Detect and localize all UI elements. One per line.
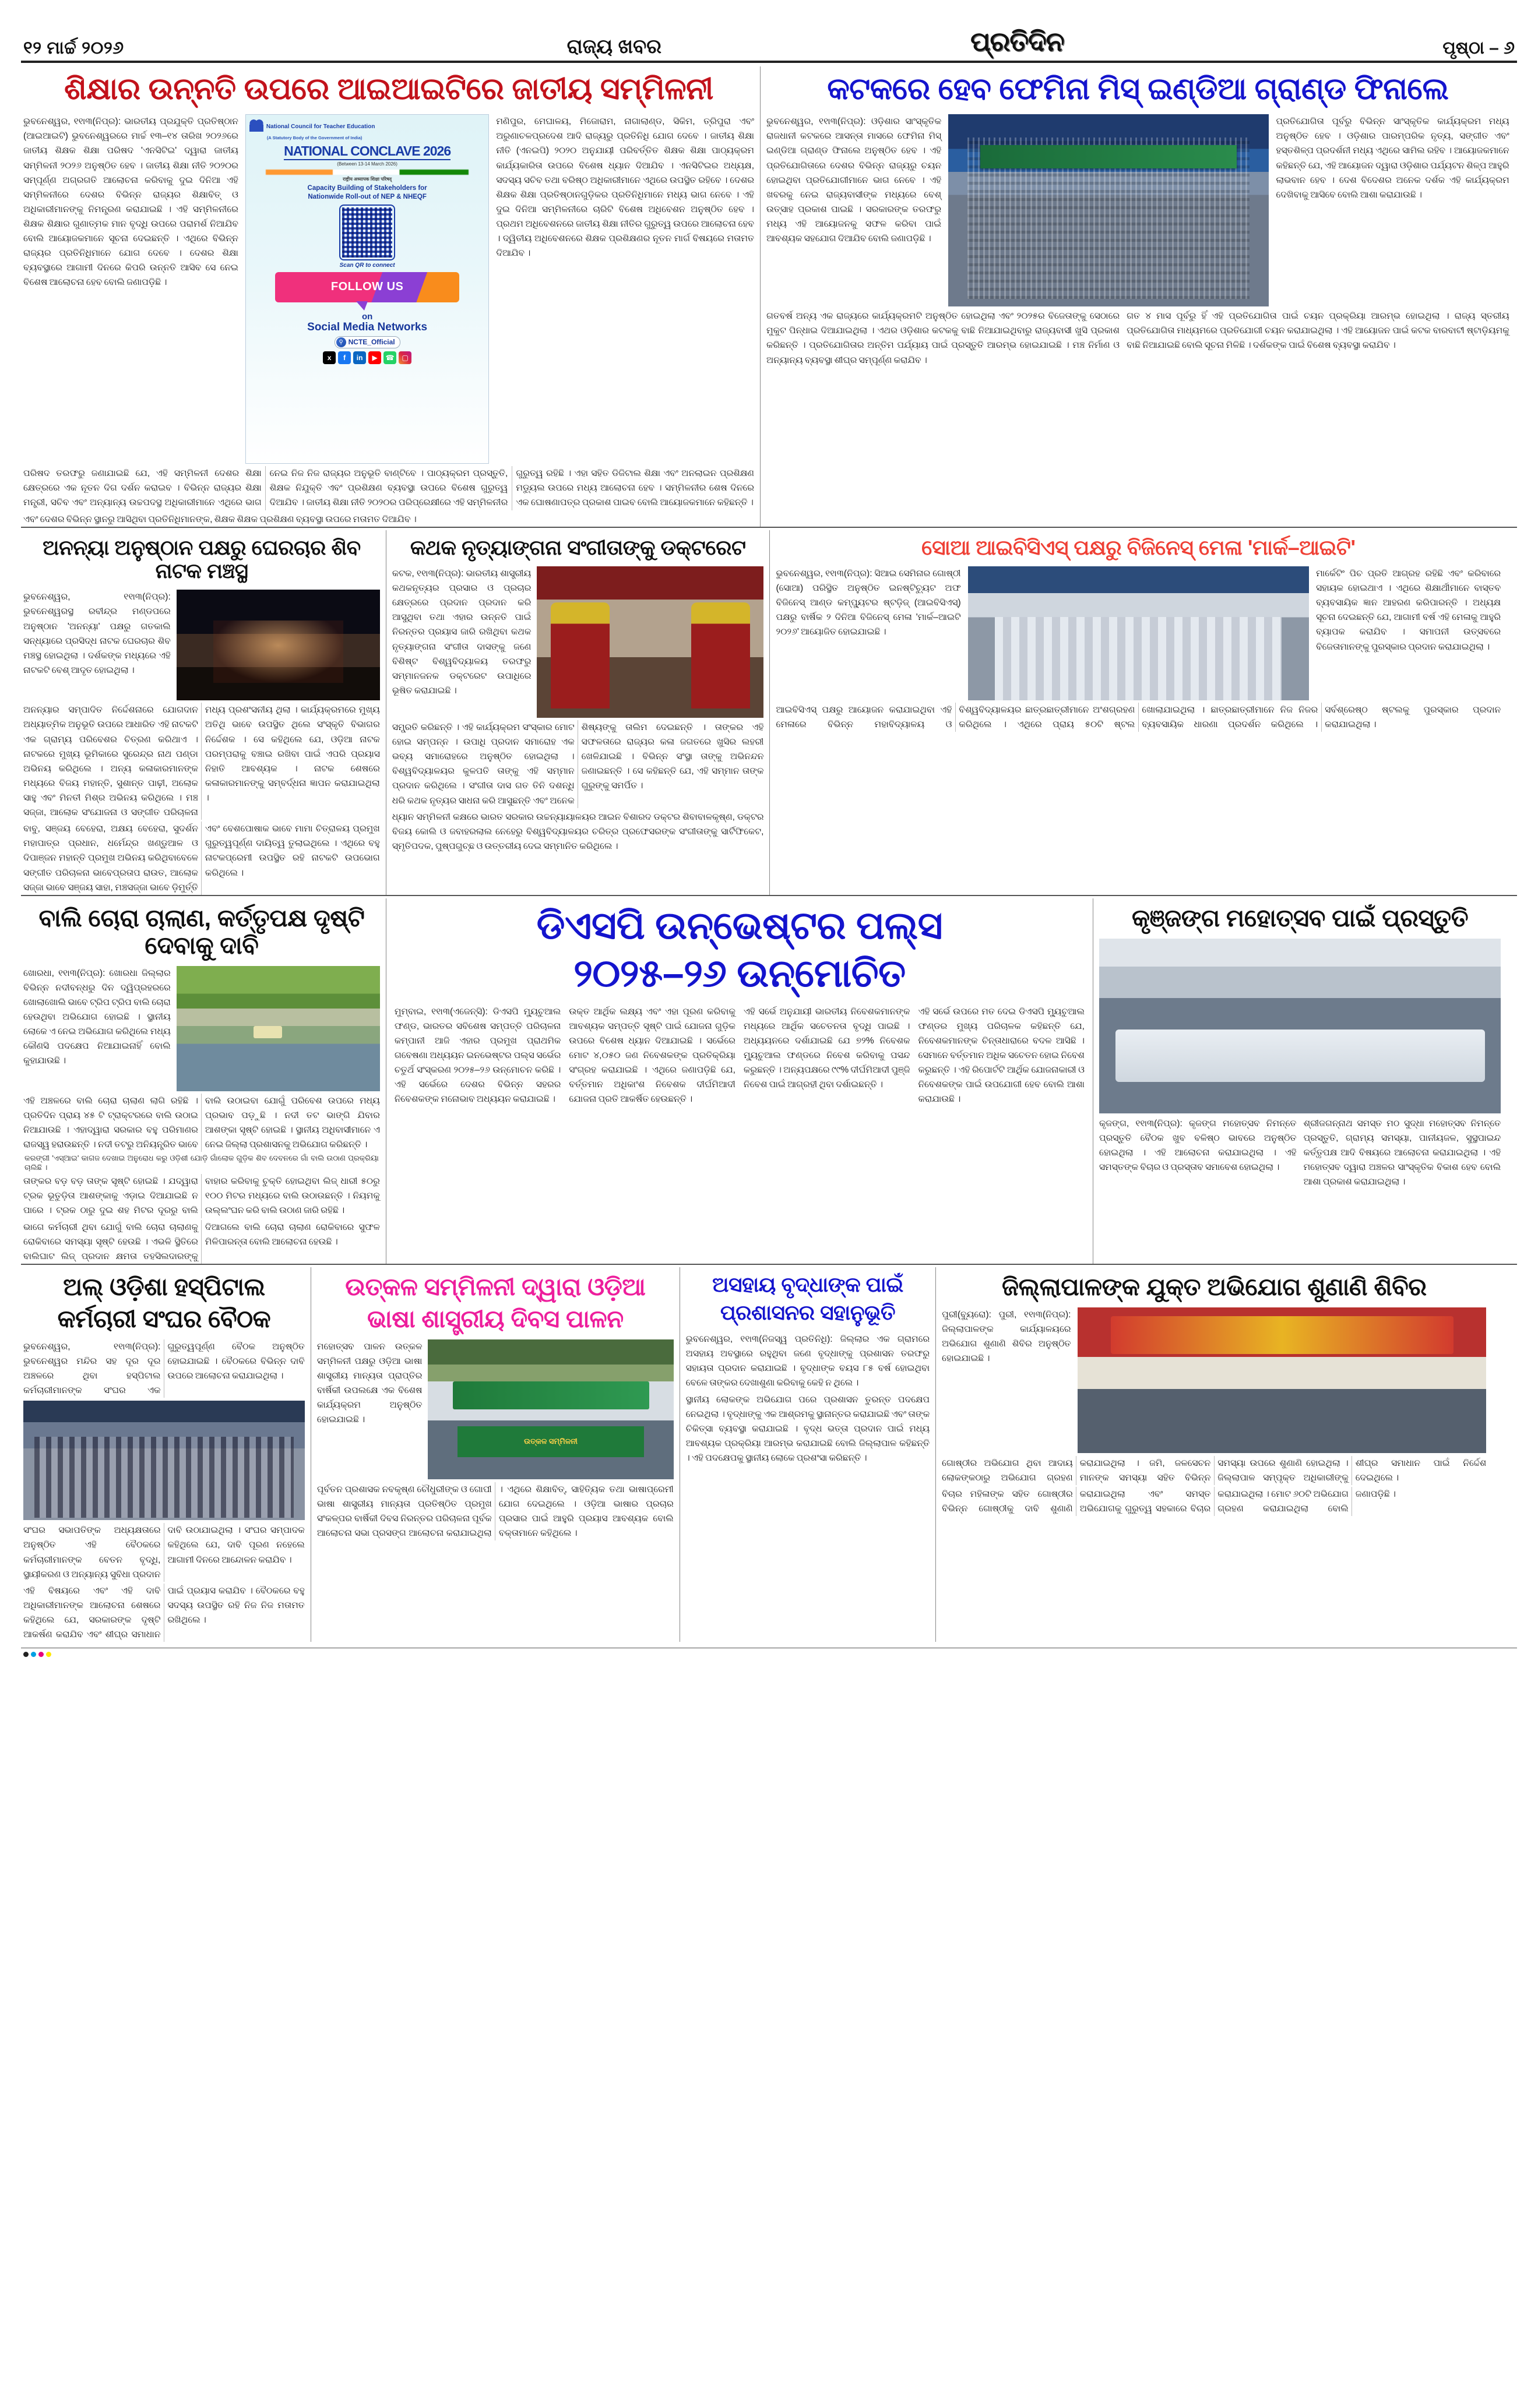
article-body: ଏହି ଅଞ୍ଚଳରେ ବାଲି ଚୋରା ଚାଲାଣ ଲାଗି ରହିଛି । ପ୍ରତିଦିନ ପ୍ରାୟ ୪୫ ଟି ଟ୍ରାକ୍ଟରରେ ବାଲି ଉଠାଇ ନିଆଯାଉଛି । ଏହାଦ୍ୱାରା ସରକାର ବହୁ ପରିମାଣର ରାଜସ୍ୱ ହରାଉଛନ୍ତି । ନଦୀ ତଟରୁ ଅନିୟନ୍ତ୍ରିତ ଭାବେ ବାଲି ଉଠାଇବା ଯୋଗୁଁ ପରିବେଶ ଉପରେ ମଧ୍ୟ ପ୍ରଭାବ ପଡ଼ୁଛି । ନଦୀ ତଟ ଭାଙ୍ଗି ଯିବାର ଆଶଙ୍କା ସୃଷ୍ଟି ହୋଇଛି । ସ୍ଥାନୀୟ ଅଧିବାସୀମାନେ ଏ ନେଇ ଜିଲ୍ଲା ପ୍ରଶାସନକୁ ଅଭିଯୋଗ କରିଛନ୍ତି । [23, 1095, 380, 1150]
group-photo-utkal [428, 1339, 673, 1479]
headline-utkal-line2: ଭାଷା ଶାସ୍ତ୍ରୀୟ ଦିବସ ପାଳନ [367, 1305, 624, 1332]
footer-dot-cyan [31, 1652, 36, 1657]
article-body: ସ୍ଥାନୀୟ ଲୋକଙ୍କ ଅଭିଯୋଗ ପରେ ପ୍ରଶାସନ ତୁରନ୍ତ ପଦକ୍ଷେପ ନେଇଥିଲା । ବୃଦ୍ଧାଙ୍କୁ ଏକ ଆଶ୍ରମକୁ ସ୍ଥାନାନ୍ତର କରାଯାଇଛି ଏବଂ ତାଙ୍କ ଚିକିତ୍ସା ବ୍ୟବସ୍ଥା କରାଯାଇଛି । ବୃଦ୍ଧ ଭତ୍ତା ପ୍ରଦାନ ପାଇଁ ମଧ୍ୟ ଆବଶ୍ୟକ ପ୍ରକ୍ରିୟା ଆରମ୍ଭ କରାଯାଇଛି ବୋଲି ଜିଲ୍ଲାପାଳ କହିଛନ୍ତି । ଏହି ପଦକ୍ଷେପକୁ ସ୍ଥାନୀୟ ଲୋକେ ପ୍ରଶଂସା କରିଛନ୍ତି । [685, 1394, 930, 1464]
headline-utkal-line1: ଉତ୍କଳ ସମ୍ମିଳନୀ ଦ୍ୱାରା ଓଡ଼ିଆ [345, 1272, 646, 1300]
headline-kujanga-festival: କୃଞ୍ଜଙ୍ଗ ମହୋତ୍ସବ ପାଇଁ ପ୍ରସ୍ତୁତି [1131, 904, 1469, 932]
article-footer-note: ଏବଂ ଦେଶର ବିଭିନ୍ନ ସ୍ଥାନରୁ ଆସିଥିବା ପ୍ରତିନିଧିମାନଙ୍କ, ଶିକ୍ଷକ ଶିକ୍ଷକ ପ୍ରଶିକ୍ଷଣ ବ୍ୟବସ୍ଥା ଉପରେ ମତାମତ ଦିଆଯିବ । [23, 514, 417, 524]
article-body-col3: ଏହି ସର୍ଭେ ଅନୁଯାୟୀ ଭାରତୀୟ ନିବେଶକମାନଙ୍କ ମଧ୍ୟରେ ଆର୍ଥିକ ସଚେତନତା ବୃଦ୍ଧି ପାଇଛି । ଅଧ୍ୟୟନରେ ଦର୍ଶାଯାଇଛି ଯେ ୭୨% ନିବେଶକ ମ୍ୟୁଚୁଆଲ ଫଣ୍ଡରେ ନିବେଶ କରିବାକୁ ପସନ୍ଦ କରୁଛନ୍ତି । ଅନ୍ୟପକ୍ଷରେ ୯୯% ଦୀର୍ଘମିଆଦୀ ପୁଞ୍ଜି ନିବେଶ ପାଇଁ ଆଗ୍ରହୀ ଥିବା ଦର୍ଶାଇଛନ୍ତି । [743, 1006, 910, 1090]
issue-date: ୧୨ ମାର୍ଚ୍ଚ ୨୦୨୬ [23, 38, 124, 58]
row-4 [17, 1267, 1521, 1642]
ncte-poster [245, 114, 489, 464]
article-lead: ଭୁବନେଶ୍ୱର, ୧୧ା୩(ନିପ୍ର): ସିଆଇ ସେମିନାର ଗୋଷ୍ଠୀ (ସୋଆ) ପରିସ୍ଥିତ ଅନୁଷ୍ଠିତ ଇନଷ୍ଟିଚ୍ୟୁଟ ଅଫ ବିଜିନେସ୍ ଆଣ୍ଡ କମ୍ପ୍ୟୁଟର ଷ୍ଟଡ଼ିଜ୍ (ଆଇବିସିଏସ୍) ପକ୍ଷରୁ ବାର୍ଷିକ ୨ ଦିନିଆ ବିଜିନେସ୍ ମେଳା 'ମାର୍କ–ଆଇଟି ୨୦୨୬' ଆୟୋଜିତ ହୋଇଯାଇଛି । [776, 568, 961, 637]
article-body-2: ତାଙ୍କର ବଡ଼ ବଡ଼ ତାଙ୍କ ସୃଷ୍ଟି ହୋଇଛି । ଯଦ୍ୱାରା ଟ୍ରକ ଭୂତୁଡ଼ିତା ଆଶଙ୍କାକୁ ଏଡ଼ାଇ ଦିଆଯାଇଛି ନ ପାରେ । ଟ୍ରକ ଠାରୁ ଦୁଇ ଶହ ମିଟର ଦୂରରୁ ବାଲି ବାହାର କରିବାକୁ ଚୁକ୍ତି ହୋଇଥିବା ଲିଜ୍ ଧାରୀ ୫୦ରୁ ୧୦୦ ମିଟର ମଧ୍ୟରେ ବାଲି ଉଠାଉଛନ୍ତି । ନିୟମକୁ ଉଲ୍ଲଂଘନ କରି ବାଲି ଉଠାଣ ଜାରି ରହିଛି । [23, 1176, 380, 1216]
youtube-icon[interactable]: ▶ [368, 351, 381, 364]
poster-subtitle: (Between 13-14 March 2026) [337, 161, 397, 167]
article-dsp-investor-pulse [386, 898, 1093, 1264]
row-1 [17, 66, 1521, 527]
article-soa-ibcs-markit [770, 530, 1507, 895]
poster-caption-line1: Capacity Building of Stakeholders for [307, 185, 427, 192]
article-body: ପୂର୍ବତନ ପ୍ରଶାସକ ନବକୃଷ୍ଣ ଚୌଧୁରୀଙ୍କ ଓ ଗୋପୀ ଭାଷା ଶାସ୍ତ୍ରୀୟ ମାନ୍ୟତା ପ୍ରତିଷ୍ଠିତ ପ୍ରମୁଖ ସଂକଳ୍ପର ବାର୍ଷିକୀ ଦିବସ ନିରନ୍ତର ପରିଚାଳନା ପୂର୍ବକ ଆଲୋଚନା ସଭା ପ୍ରସଙ୍ଗ ଆଲୋଚନା କରାଯାଇଥିଲା । ଏଥିରେ ଶିକ୍ଷାବିତ୍, ସାହିତ୍ୟିକ ତଥା ଭାଷାପ୍ରେମୀ ଯୋଗ ଦେଇଥିଲେ । ଓଡ଼ିଆ ଭାଷାର ପ୍ରଚାର ପ୍ରସାର ପାଇଁ ଆହୁରି ପ୍ରୟାସ ଆବଶ୍ୟକ ବୋଲି ବକ୍ତାମାନେ କହିଥିଲେ । [316, 1484, 674, 1539]
article-body-col3: ଗତବର୍ଷ ଅନ୍ୟ ଏକ ରାଜ୍ୟରେ କାର୍ଯ୍ୟକ୍ରମଟି ଅନୁଷ୍ଠିତ ହୋଇଥିଲା ଏବଂ ୨୦୨୫ର ବିଜେତାଙ୍କୁ ସେଠାରେ ମୁକୁଟ ପିନ୍ଧାଇ ଦିଆଯାଇଥିଲା । ଏଥର ଓଡ଼ିଶାର କଟକକୁ ବାଛି ନିଆଯାଇଥିବାରୁ ରାଜ୍ୟବାସୀ ଖୁସି ପ୍ରକାଶ କରିଛନ୍ତି । ପ୍ରତିଯୋଗିତାର ଅନ୍ତିମ ପର୍ଯ୍ୟାୟ ପାଇଁ ପ୍ରସ୍ତୁତି ଆରମ୍ଭ ହୋଇଯାଇଛି । ମଞ୍ଚ ନିର୍ମାଣ ଓ ଅନ୍ୟାନ୍ୟ ବ୍ୟବସ୍ଥା ଶୀଘ୍ର ସମ୍ପୂର୍ଣ୍ଣ କରାଯିବ । [766, 311, 1120, 365]
headline-hospital-union-line2: କର୍ମଚାରୀ ସଂଘର ବୈଠକ [57, 1305, 271, 1332]
article-body-col3: ପରିଷଦ ତରଫରୁ ଜଣାଯାଇଛି ଯେ, ଏହି ସମ୍ମିଳନୀ ଦେଶର ଶିକ୍ଷା କ୍ଷେତ୍ରରେ ଏକ ନୂତନ ଦିଗ ଦର୍ଶନ କରାଇବ । ବିଭିନ୍ନ ରାଜ୍ୟର ଶିକ୍ଷା ମନ୍ତ୍ରୀ, ସଚିବ ଏବଂ ଅନ୍ୟାନ୍ୟ ଉଚ୍ଚପଦସ୍ଥ ଅଧିକାରୀମାନେ ଏଥିରେ ଭାଗ ନେଇ ନିଜ ନିଜ ରାଜ୍ୟର ଅନୁଭୂତି ବାଣ୍ଟିବେ । ପାଠ୍ୟକ୍ରମ ପ୍ରସ୍ତୁତି, ଶିକ୍ଷକ ନିଯୁକ୍ତି ଏବଂ ପ୍ରଶିକ୍ଷଣ ବ୍ୟବସ୍ଥା ଉପରେ ବିଶେଷ ଗୁରୁତ୍ୱ ଦିଆଯିବ । ଜାତୀୟ ଶିକ୍ଷା ନୀତି ୨୦୨୦ର ପରିପ୍ରେକ୍ଷୀରେ ଏହି ସମ୍ମିଳନୀର ଗୁରୁତ୍ୱ ରହିଛି । ଏହା ସହିତ ଡିଜିଟାଲ ଶିକ୍ଷା ଏବଂ ଅନଲାଇନ ପ୍ରଶିକ୍ଷଣ ମଡ୍ୟୁଲ ଉପରେ ମଧ୍ୟ ଆଲୋଚନା ହେବ । ସମ୍ମିଳନୀର ଶେଷ ଦିନରେ ଏକ ଘୋଷଣାପତ୍ର ପ୍ରକାଶ ପାଇବ ବୋଲି ଆୟୋଜକମାନେ କହିଛନ୍ତି । [23, 468, 755, 508]
masthead [17, 10, 1521, 61]
search-icon: ⚲ [336, 337, 346, 347]
article-femina-miss-india [761, 66, 1515, 527]
article-body: ଆଇବିସିଏସ୍ ପକ୍ଷରୁ ଆୟୋଜନ କରାଯାଇଥିବା ଏହି ମେଳାରେ ବିଭିନ୍ନ ମହାବିଦ୍ୟାଳୟ ଓ ବିଶ୍ୱବିଦ୍ୟାଳୟର ଛାତ୍ରଛାତ୍ରୀମାନେ ଅଂଶଗ୍ରହଣ କରିଥିଲେ । ଏଥିରେ ପ୍ରାୟ ୫୦ଟି ଷ୍ଟଲ ଖୋଲାଯାଇଥିଲା । ଛାତ୍ରଛାତ୍ରୀମାନେ ନିଜ ନିଜର ବ୍ୟବସାୟିକ ଧାରଣା ପ୍ରଦର୍ଶନ କରିଥିଲେ । ସର୍ବଶ୍ରେଷ୍ଠ ଷ୍ଟଲକୁ ପୁରସ୍କାର ପ୍ରଦାନ କରାଯାଇଥିଲା । [776, 704, 1501, 730]
event-photo-auditorium [948, 114, 1269, 306]
award-ceremony-photo [968, 566, 1309, 700]
article-body-after: ଗତ ୪ ମାସ ପୂର୍ବରୁ ହିଁ ଏହି ପ୍ରତିଯୋଗିତା ପାଇଁ ଚୟନ ପ୍ରକ୍ରିୟା ଆରମ୍ଭ ହୋଇଥିଲା । ରାଜ୍ୟ ସ୍ତରୀୟ ପ୍ରତିଯୋଗିତା ମାଧ୍ୟମରେ ପ୍ରତିଯୋଗୀ ଚୟନ କରାଯାଇଥିଲା । ଏହି ଆୟୋଜନ ପାଇଁ କଟକ ବାରବାଟୀ ଷ୍ଟାଡ଼ିୟମକୁ ବାଛି ନିଆଯାଇଛି ବୋଲି ସୂଚନା ମିଳିଛି । ଦର୍ଶକଙ୍କ ପାଇଁ ବିଶେଷ ବ୍ୟବସ୍ଥା କରାଯିବ । [1127, 311, 1509, 351]
article-body: ସମ୍ପ୍ରତି କରିଛନ୍ତି । ଏହି କାର୍ଯ୍ୟକ୍ରମ ସଂସ୍କାର ମୋଟ ହୋଇ ସମ୍ପନ୍ନ । ଉପାଧି ପ୍ରଦାନ ସମାରୋହ ଏକ ଭବ୍ୟ ସମାରୋହରେ ଅନୁଷ୍ଠିତ ହୋଇଥିଲା । ବିଶ୍ୱବିଦ୍ୟାଳୟର କୁଳପତି ତାଙ୍କୁ ଏହି ସମ୍ମାନ ପ୍ରଦାନ କରିଥିଲେ । ସଂଗୀତା ଦାସ ଗତ ତିନି ଦଶନ୍ଧି ଧରି କଥକ ନୃତ୍ୟର ସାଧନା କରି ଆସୁଛନ୍ତି ଏବଂ ଅନେକ ଶିଷ୍ୟଙ୍କୁ ତାଲିମ ଦେଇଛନ୍ତି । ତାଙ୍କର ଏହି ସଫଳତାରେ ରାଜ୍ୟର କଳା ଜଗତରେ ଖୁସିର ଲହରୀ ଖେଳିଯାଇଛି । ବିଭିନ୍ନ ସଂସ୍ଥା ତାଙ୍କୁ ଅଭିନନ୍ଦନ ଜଣାଇଛନ୍ତି । ସେ କହିଛନ୍ତି ଯେ, ଏହି ସମ୍ମାନ ତାଙ୍କ ଗୁରୁଙ୍କୁ ସମର୍ପିତ । [392, 722, 764, 806]
article-lead: ପୁରୀ(ବ୍ୟୁରୋ): ପୁରୀ, ୧୧ା୩(ନିପ୍ର): ଜିଲ୍ଲାପାଳଙ୍କ କାର୍ଯ୍ୟାଳୟରେ ଅଭିଯୋଗ ଶୁଣାଣି ଶିବିର ଅନୁଷ୍ଠିତ ହୋଇଯାଇଛି । [942, 1309, 1071, 1364]
poster-org-name: National Council for Teacher Education [266, 124, 375, 131]
article-lead: କୃଜଙ୍ଗ, ୧୧ା୩(ନିପ୍ର): କୃଜଙ୍ଗ ମହୋତ୍ସବ ନିମନ୍ତେ ପ୍ରସ୍ତୁତି ବୈଠକ ଖୁବ ବଳିଷ୍ଠ ଭାବରେ ଅନୁଷ୍ଠିତ ହୋଇଥିଲା । ଏହି ଆଲୋଚନା କରାଯାଇଥିଲା । ଏହି ସମସ୍ତଙ୍କ ବିଚାର ଓ ପ୍ରସ୍ତାବ ସମାବେଶ ହୋଇଥିଲା । [1099, 1118, 1297, 1173]
footer-dot-black [23, 1652, 29, 1657]
social-icon-row [323, 351, 411, 364]
article-body-col1: ଭୁବନେଶ୍ୱର, ୧୧ା୩(ନିପ୍ର): ଓଡ଼ିଶାର ସାଂସ୍କୃତିକ ରାଜଧାନୀ କଟକରେ ଆସନ୍ତା ମାସରେ ଫେମିନା ମିସ୍ ଇଣ୍ଡିଆ ଗ୍ରାଣ୍ଡ ଫିନାଲେ ଅନୁଷ୍ଠିତ ହେବ । ଏହି ପ୍ରତିଯୋଗିତାରେ ଦେଶର ବିଭିନ୍ନ ରାଜ୍ୟରୁ ଚୟନ ହୋଇଥିବା ପ୍ରତିଯୋଗୀମାନେ ଭାଗ ନେବେ । ଏହି ଖବରକୁ ନେଇ ରାଜ୍ୟବାସୀଙ୍କ ମଧ୍ୟରେ ବେଶ୍ ଉତ୍ସାହ ପ୍ରକାଶ ପାଇଛି । ସରକାରଙ୍କ ତରଫରୁ ମଧ୍ୟ ଏହି ଆୟୋଜନକୁ ସଫଳ କରିବା ପାଇଁ ଆବଶ୍ୟକ ସହଯୋଗ ଦିଆଯିବ ବୋଲି ଜଣାପଡ଼ିଛି । [766, 117, 942, 244]
footer-marker [17, 1648, 1521, 1657]
article-body-col2: ଉକ୍ତ ଆର୍ଥିକ ଲକ୍ଷ୍ୟ ଏବଂ ଏହା ପୂରଣ କରିବାକୁ ଆବଶ୍ୟକ ସମ୍ପତ୍ତି ସୃଷ୍ଟି ପାଇଁ ଯୋଜନା ଗୁଡ଼ିକ ଉପରେ ବିଶେଷ ଧ୍ୟାନ ଦିଆଯାଇଛି । ସର୍ଭେରେ ମୋଟ ୪,୦୫୦ ଜଣ ନିବେଶକଙ୍କ ପ୍ରତିକ୍ରିୟା ସଂଗ୍ରହ କରାଯାଇଛି । ଏଥିରେ ଜଣାପଡ଼ିଛି ଯେ, ବର୍ତ୍ତମାନ ଅଧିକାଂଶ ନିବେଶକ ଦୀର୍ଘମିଆଦୀ ଯୋଜନା ପ୍ରତି ଆକର୍ଷିତ ହେଉଛନ୍ତି । [569, 1006, 735, 1105]
headline-grievance-camp: ଜିଲ୍ଲାପାଳଙ୍କ ଯୁକ୍ତ ଅଭିଯୋଗ ଶୁଣାଣି ଶିବିର [1001, 1272, 1427, 1300]
headline-elderly-line1: ଅସହାୟ ବୃଦ୍ଧାଙ୍କ ପାଇଁ [712, 1272, 903, 1296]
headline-elderly-line2: ପ୍ରଶାସନର ସହାନୁଭୂତି [720, 1300, 896, 1325]
footer-dot-yellow [46, 1652, 51, 1657]
follow-us-text: FOLLOW US [330, 280, 404, 294]
article-kujanga-festival [1093, 898, 1507, 1264]
article-lead: ଖୋରଧା, ୧୧ା୩(ନିପ୍ର): ଖୋରଧା ଜିଲ୍ଲାର ବିଭିନ୍ନ ନଦୀବନ୍ଧରୁ ଦିନ ଦ୍ୱିପ୍ରହରରେ ଖୋଲାଖୋଲି ଭାବେ ଟ୍ରିପ ଟ୍ରିପ ବାଲି ଚୋରା ହେଉଥିବା ଅଭିଯୋଗ ହୋଇଛି । ସ୍ଥାନୀୟ ଲୋକେ ଏ ନେଇ ଅଭିଯୋଗ କରିଥିଲେ ମଧ୍ୟ କୌଣସି ପଦକ୍ଷେପ ନିଆଯାଇନାହିଁ ବୋଲି କୁହାଯାଉଛି । [23, 968, 171, 1066]
article-body-col2: ମଣିପୁର, ମେଘାଳୟ, ମିଜୋରାମ, ନାଗାଲାଣ୍ଡ, ସିକିମ, ତ୍ରିପୁରା ଏବଂ ଅରୁଣାଚଳପ୍ରଦେଶ ଆଦି ରାଜ୍ୟରୁ ପ୍ରତିନିଧି ଯୋଗ ଦେବେ । ଜାତୀୟ ଶିକ୍ଷା ନୀତି (ଏନଇପି) ୨୦୨୦ ଅନୁଯାୟୀ ପରିବର୍ତ୍ତିତ ଶିକ୍ଷକ ଶିକ୍ଷା ପାଠ୍ୟକ୍ରମ କାର୍ଯ୍ୟକାରିତା ଉପରେ ବିଶେଷ ଧ୍ୟାନ ଦିଆଯିବ । ଏନସିଟିଇର ଅଧ୍ୟକ୍ଷ, ସଦସ୍ୟ ସଚିବ ତଥା ବରିଷ୍ଠ ଅଧିକାରୀମାନେ ଏଥିରେ ଉପସ୍ଥିତ ରହିବେ । ଦେଶର ଶିକ୍ଷକ ଶିକ୍ଷା ପ୍ରତିଷ୍ଠାନଗୁଡ଼ିକର ପ୍ରତିନିଧିମାନେ ମଧ୍ୟ ଭାଗ ନେବେ । ଏହି ଦୁଇ ଦିନିଆ ସମ୍ମିଳନୀରେ ଚାରିଟି ବିଶେଷ ଅଧିବେଶନ ଅନୁଷ୍ଠିତ ହେବ । ପ୍ରଥମ ଅଧିବେଶନରେ ଜାତୀୟ ଶିକ୍ଷା ନୀତିର ଗୁରୁତ୍ୱ ଉପରେ ଆଲୋଚନା ହେବ । ଦ୍ୱିତୀୟ ଅଧିବେଶନରେ ଶିକ୍ଷକ ପ୍ରଶିକ୍ଷଣର ନୂତନ ମାର୍ଗ ବିଷୟରେ ମତାମତ ଦିଆଯିବ । [496, 117, 755, 259]
poster-org-subtitle: (A Statutory Body of the Government of India) [266, 135, 362, 141]
article-body-col2: ପ୍ରତିଯୋଗିତା ପୂର୍ବରୁ ବିଭିନ୍ନ ସାଂସ୍କୃତିକ କାର୍ଯ୍ୟକ୍ରମ ମଧ୍ୟ ଅନୁଷ୍ଠିତ ହେବ । ଓଡ଼ିଶାର ପାରମ୍ପରିକ ନୃତ୍ୟ, ସଙ୍ଗୀତ ଏବଂ ହସ୍ତଶିଳ୍ପ ପ୍ରଦର୍ଶନୀ ମଧ୍ୟ ଏଥିରେ ସାମିଲ ରହିବ । ଆୟୋଜକମାନେ କହିଛନ୍ତି ଯେ, ଏହି ଆୟୋଜନ ଦ୍ୱାରା ଓଡ଼ିଶାର ପର୍ଯ୍ୟଟନ ଶିଳ୍ପ ଆହୁରି ଲାଭବାନ ହେବ । ଦେଶ ବିଦେଶର ଅନେକ ଦର୍ଶକ ଏହି କାର୍ଯ୍ୟକ୍ରମ ଦେଖିବାକୁ ଆସିବେ ବୋଲି ଆଶା କରାଯାଉଛି । [1276, 117, 1509, 200]
article-body-2: ବାବୁ, ସଞ୍ଜୟ ବେହେରା, ଅକ୍ଷୟ ବେହେରା, ସୁଦର୍ଶନ ମହାପାତ୍ର ପ୍ରଧାନ, ଧର୍ମେନ୍ଦ୍ର ଖଣ୍ଡୁଆଳ ଓ ଦିପାଞ୍ଜନ ମହାନ୍ତି ପ୍ରମୁଖ ଅଭିନୟ କରିଥିବାବେଳେ ସଙ୍ଗୀତ ପରିଚାଳନା ଭାବେପ୍ରତାପ ରାଉତ, ଆଲୋକ ସଜ୍ଜା ଭାବେ ସଞ୍ଜୟ ସାହା, ମଞ୍ଚସଜ୍ଜା ଭାବେ ଡ଼ିମୁର୍ତ୍ତି ଏବଂ ବେଶପୋଷାକ ଭାବେ ମାମା ଚିତ୍ରାଳୟ ପ୍ରମୁଖ ଗୁରୁତ୍ୱପୂର୍ଣ୍ଣ ଦାୟିତ୍ୱ ତୁଲାଇଥିଲେ । ଏଥିରେ ବହୁ ନାଟକପ୍ରେମୀ ଉପସ୍ଥିତ ରହି ନାଟକଟି ଉପଭୋଗ କରିଥିଲେ । [23, 824, 380, 893]
tricolor-band-icon [266, 170, 469, 175]
article-body: ଅନନ୍ୟାର ସମ୍ପାଦିତ ନିର୍ଦ୍ଦେଶନାରେ ଯୋଗଦାନ ଅଧ୍ୟାତ୍ମିକ ଅନୁଭୂତି ଉପରେ ଆଧାରିତ ଏହି ନାଟକଟି ଏକ ଗ୍ରାମ୍ୟ ପରିବେଶର ଚିତ୍ରଣ କରିଥାଏ । ନାଟକରେ ମୁଖ୍ୟ ଭୂମିକାରେ ସୁରେନ୍ଦ୍ର ନାଥ ପଣ୍ଡା ଅଭିନୟ କରିଥିଲେ । ଅନ୍ୟ କଳାକାରମାନଙ୍କ ମଧ୍ୟରେ ବିଜୟ ମହାନ୍ତି, ସୁଶାନ୍ତ ପାଢ଼ୀ, ଅଲୋକ ସାହୁ ଏବଂ ମିନତୀ ମିଶ୍ର ଅଭିନୟ କରିଥିଲେ । ମଞ୍ଚ ସଜ୍ଜା, ଆଲୋକ ସଂଯୋଜନା ଓ ସଙ୍ଗୀତ ପରିଚାଳନା ମଧ୍ୟ ପ୍ରଶଂସନୀୟ ଥିଲା । କାର୍ଯ୍ୟକ୍ରମରେ ମୁଖ୍ୟ ଅତିଥି ଭାବେ ଉପସ୍ଥିତ ଥିଲେ ସଂସ୍କୃତି ବିଭାଗର ନିର୍ଦ୍ଦେଶକ । ସେ କହିଥିଲେ ଯେ, ଓଡ଼ିଆ ନାଟକ ପରମ୍ପରାକୁ ବଞ୍ଚାଇ ରଖିବା ପାଇଁ ଏପରି ପ୍ରୟାସ ନିହାତି ଆବଶ୍ୟକ । ନାଟକ ଶେଷରେ କଳାକାରମାନଙ୍କୁ ସମ୍ବର୍ଦ୍ଧନା ଜ୍ଞାପନ କରାଯାଇଥିଲା । [23, 705, 380, 818]
article-lead: କଟକ, ୧୧ା୩(ନିପ୍ର): ଭାରତୀୟ ଶାସ୍ତ୍ରୀୟ କଥକନୃତ୍ୟର ପ୍ରସାର ଓ ପ୍ରଚାର କ୍ଷେତ୍ରରେ ପ୍ରଦାନ ପ୍ରଦାନ କରି ଆସୁଥିବା ତଥା ଏହାର ଉନ୍ନତି ପାଇଁ ନିରନ୍ତର ପ୍ରୟାସ ଜାରି ରଖିଥିବା କଥକ ନୃତ୍ୟାଙ୍ଗନା ସଂଗୀତା ଦାସଙ୍କୁ ଜଣେ ବିଶିଷ୍ଟ ବିଶ୍ୱବିଦ୍ୟାଳୟ ତରଫରୁ ସମ୍ମାନଜନକ ଡକ୍ଟରେଟ ଉପାଧିରେ ଭୂଷିତ କରାଯାଇଛି । [392, 568, 532, 696]
whatsapp-icon[interactable]: ☎ [383, 351, 396, 364]
headline-kathak-doctorate: କଥକ ନୃତ୍ୟାଙ୍ଗନା ସଂଗୀତାଙ୍କୁ ଡକ୍ଟରେଟ [410, 535, 746, 559]
article-kathak-doctorate [386, 530, 770, 895]
social-handle-field[interactable] [335, 336, 400, 348]
follow-us-bubble [275, 272, 459, 302]
headline-femina-miss-india: କଟକରେ ହେବ ଫେମିନା ମିସ୍ ଇଣ୍ଡିଆ ଗ୍ରାଣ୍ଡ ଫିନାଲେ [827, 72, 1449, 106]
qr-code-icon[interactable] [342, 207, 392, 258]
follow-on-text: on [361, 311, 373, 322]
article-body-3: ଭାଗେ କର୍ମଚାରୀ ଥିବା ଯୋଗୁଁ ବାଲି ଚୋରା ଚାଲାଣକୁ ରୋକିବାରେ ସମସ୍ୟା ସୃଷ୍ଟି ହେଉଛି । ଏଭଳି ସ୍ଥିତିରେ ବାଲିଘାଟ ଲିଜ୍ ପ୍ରଦାନ କ୍ଷମତା ତହସିଲଦାରଙ୍କୁ ଦିଆଗଲେ ବାଲି ଚୋରା ଚାଲାଣ ରୋକିବାରେ ସୁଫଳ ମିଳିପାରନ୍ତା ବୋଲି ଆଲୋଚନା ହେଉଛି । [23, 1222, 380, 1261]
follow-network-text: Social Media Networks [307, 320, 428, 333]
article-ananya-drama [17, 530, 386, 895]
row-separator-1 [21, 527, 1517, 528]
x-icon[interactable]: x [323, 351, 336, 364]
article-body-2: ବିଚାର ମହିଳାଙ୍କ ସହିତ ଗୋଷ୍ଠୀର ବିଭିନ୍ନ ଗୋଷ୍ଠୀକୁ ଦାବି ଶୁଣାଣି କରାଯାଇଥିଲା ଏବଂ ସମସ୍ତ ଅଭିଯୋଗକୁ ଗୁରୁତ୍ୱ ସହକାରେ ବିଚାର କରାଯାଇଥିଲା । ମୋଟ ୬୦ଟି ଅଭିଯୋଗ ଗ୍ରହଣ କରାଯାଇଥିଲା ବୋଲି ଜଣାପଡ଼ିଛି । [942, 1489, 1396, 1514]
section-title: ରାଜ୍ୟ ଖବର [566, 36, 661, 58]
article-lead: ଭୁବନେଶ୍ୱର, ୧୧ା୩(ନିପ୍ର): ଭୁବନେଶ୍ୱରସ୍ଥ ରବୀନ୍ଦ୍ର ମଣ୍ଡପରେ ଅନୁଷ୍ଠାନ 'ଅନନ୍ୟା' ପକ୍ଷରୁ ଗତକାଲି ସନ୍ଧ୍ୟାରେ ପ୍ରସିଦ୍ଧ ନାଟକ ଘେରଚାର ଶିବ ମଞ୍ଚସ୍ଥ ହୋଇଥିଲା । ଦର୍ଶକଙ୍କ ମଧ୍ୟରେ ଏହି ନାଟକଟି ବେଶ୍ ଆଦୃତ ହୋଇଥିଲା । [23, 592, 171, 675]
footer-dot-magenta [38, 1652, 44, 1657]
row-separator-3 [21, 1264, 1517, 1265]
ncte-emblem-icon [249, 118, 263, 136]
qr-code-frame[interactable] [339, 205, 395, 260]
article-body: ଶ୍ରୀଜଗନ୍ନାଥ ସମସ୍ତ ମଠ ସୁଦ୍ଧା ମହୋତ୍ସବ ନିମନ୍ତେ ପ୍ରସ୍ତୁତି, ଗ୍ରାମ୍ୟ ସମସ୍ୟା, ପାନୀୟଜଳ, ସୁସ୍ଥପାଇନ୍ଦ କର୍ତ୍ତୃପକ୍ଷ ଆଦି ବିଷୟରେ ଆଲୋଚନା କରାଯାଇଥିଲା । ଏହି ମହୋତ୍ସବ ଦ୍ୱାରା ଅଞ୍ଚଳର ସାଂସ୍କୃତିକ ବିକାଶ ହେବ ବୋଲି ଆଶା ପ୍ରକାଶ କରାଯାଇଥିଲା । [1303, 1118, 1501, 1187]
banner-text: ଉତ୍କଳ ସମ୍ମିଳନୀ [457, 1426, 644, 1457]
article-utkal-sammilani [311, 1267, 680, 1642]
poster-header [249, 118, 485, 136]
river-sand-photo [177, 966, 380, 1091]
facebook-icon[interactable]: f [338, 351, 351, 364]
article-hospital-union [17, 1267, 311, 1642]
convocation-photo [537, 566, 763, 718]
instagram-icon[interactable]: ▢ [399, 351, 411, 364]
qr-label: Scan QR to connect [339, 262, 395, 269]
headline-ncte-conclave: ଶିକ୍ଷାର ଉନ୍ନତି ଉପରେ ଆଇଆଇଟିରେ ଜାତୀୟ ସମ୍ମିଳନୀ [64, 72, 713, 106]
row-3 [17, 898, 1521, 1264]
grievance-camp-photo [1078, 1307, 1486, 1453]
article-lead: ଭୁବନେଶ୍ୱର, ୧୧ା୩(ନିପ୍ର): ଭୁବନେଶ୍ୱର ମନ୍ଦିର ସହ ଦୂର ଦୂର ଅଞ୍ଚଳରେ ଥିବା ହସ୍ପିଟାଲ କର୍ମଚାରୀମାନଙ୍କ ସଂଘର ଏକ ଗୁରୁତ୍ୱପୂର୍ଣ୍ଣ ବୈଠକ ଅନୁଷ୍ଠିତ ହୋଇଯାଇଛି । ବୈଠକରେ ବିଭିନ୍ନ ଦାବି ଉପରେ ଆଲୋଚନା କରାଯାଇଥିଲା । [23, 1341, 305, 1396]
article-body-2: ଏହି ବିଷୟରେ ଏବଂ ଏହି ଦାବି ଅଧିକାରୀମାନଙ୍କ ଆଲୋଚନା ଶେଷରେ କହିଥିଲେ ଯେ, ସରକାରଙ୍କ ଦୃଷ୍ଟି ଆକର୍ଷଣ କରାଯିବ ଏବଂ ଶୀଘ୍ର ସମାଧାନ ପାଇଁ ପ୍ରୟାସ କରାଯିବ । ବୈଠକରେ ବହୁ ସଦସ୍ୟ ଉପସ୍ଥିତ ରହି ନିଜ ନିଜ ମତାମତ ରଖିଥିଲେ । [23, 1585, 305, 1640]
drama-stage-photo [177, 590, 380, 700]
newspaper-logo: ପ୍ରତିଦିନ [970, 26, 1064, 57]
article-body-mid: ଧ୍ୟାନ ସମ୍ମିଳନୀ କକ୍ଷରେ ଭାରତ ସରକାର ଉଚ୍ଚନ୍ୟାୟାଳୟର ଆଇନ ବିଶାରଦ ଡକ୍ଟର ଶିବାବାଳକୃଷ୍ଣ, ଡକ୍ଟର ବିଜୟ କୋଲି ଓ ଜବାହରଲାଲ ନେହେରୁ ବିଶ୍ୱବିଦ୍ୟାଳୟର ଚରିତ୍ର ପ୍ରଫେସରଙ୍କ ସଂଗୀତାଙ୍କୁ ସାର୍ଟିଫିକେଟ, ସ୍ମୃତିପଦକ, ପୁଷ୍ପଗୁଚ୍ଛ ଓ ଉତ୍ତରୀୟ ଦେଇ ସମ୍ମାନିତ କରିଥିଲେ । [392, 812, 764, 851]
article-body: ସଂଘର ସଭାପତିଙ୍କ ଅଧ୍ୟକ୍ଷତାରେ ଅନୁଷ୍ଠିତ ଏହି ବୈଠକରେ କର୍ମଚାରୀମାନଙ୍କ ବେତନ ବୃଦ୍ଧି, ସ୍ଥାୟୀକରଣ ଓ ଅନ୍ୟାନ୍ୟ ସୁବିଧା ପ୍ରଦାନ ଦାବି ଉଠାଯାଇଥିଲା । ସଂଘର ସମ୍ପାଦକ କହିଥିଲେ ଯେ, ଦାବି ପୂରଣ ନହେଲେ ଆଗାମୀ ଦିନରେ ଆନ୍ଦୋଳନ କରାଯିବ । [23, 1525, 305, 1580]
poster-caption-line2: Nationwide Roll-out of NEP & NHEQF [308, 193, 427, 200]
headline-hospital-union-line1: ଅଲ୍ ଓଡ଼ିଶା ହସ୍ପିଟାଲ [63, 1272, 265, 1300]
headline-soa-ibcs-markit: ସୋଆ ଆଇବିସିଏସ୍ ପକ୍ଷରୁ ବିଜିନେସ୍ ମେଳା 'ମାର୍କ–ଆଇଟି' [921, 535, 1356, 559]
article-lead: ମହୋତ୍ସବ ପାଳନ ଉତ୍କଳ ସମ୍ମିଳନୀ ପକ୍ଷରୁ ଓଡ଼ିଆ ଭାଷା ଶାସ୍ତ୍ରୀୟ ମାନ୍ୟତା ପ୍ରାପ୍ତିର ବାର୍ଷିକୀ ଉପଲକ୍ଷେ ଏକ ବିଶେଷ କାର୍ଯ୍ୟକ୍ରମ ଅନୁଷ୍ଠିତ ହୋଇଯାଇଛି । [316, 1341, 423, 1425]
article-body: ଗୋଷ୍ଠୀର ଅଭିଯୋଗ ଥିବା ଆଦାୟ ଲୋକଙ୍କଠାରୁ ଅଭିଯୋଗ ଗ୍ରହଣ କରାଯାଇଥିଲା । ଜମି, ଜଳସେଚନ ମାନଙ୍କ ସମସ୍ୟା ସହିତ ବିଭିନ୍ନ ସମସ୍ୟା ଉପରେ ଶୁଣାଣି ହୋଇଥିଲା । ଜିଲ୍ଲାପାଳ ସମ୍ପୃକ୍ତ ଅଧିକାରୀଙ୍କୁ ଶୀଘ୍ର ସମାଧାନ ପାଇଁ ନିର୍ଦ୍ଦେଶ ଦେଇଥିଲେ । [942, 1458, 1487, 1483]
union-meeting-photo [23, 1401, 305, 1520]
article-lead: ଭୁବନେଶ୍ୱର, ୧୧ା୩(ନିଜସ୍ୱ ପ୍ରତିନିଧି): ଜିଲ୍ଲାର ଏକ ଗ୍ରାମରେ ଅସହାୟ ଅବସ୍ଥାରେ ରହୁଥିବା ଜଣେ ବୃଦ୍ଧାଙ୍କୁ ପ୍ରଶାସନ ତରଫରୁ ସହାୟତା ପ୍ରଦାନ କରାଯାଇଛି । ବୃଦ୍ଧାଙ୍କ ବୟସ ୮୫ ବର୍ଷ ହୋଇଥିବା ବେଳେ ତାଙ୍କର ଦେଖାଶୁଣା କରିବାକୁ କେହି ନ ଥିଲେ । [685, 1334, 930, 1388]
masthead-rule [21, 61, 1517, 63]
headline-ananya-drama: ଅନନ୍ୟା ଅନୁଷ୍ଠାନ ପକ୍ଷରୁ ଘେରଚାର ଶିବ ନାଟକ ମଞ୍ଚସ୍ଥ [43, 535, 361, 583]
linkedin-icon[interactable]: in [353, 351, 366, 364]
headline-dsp-line1: ଡିଏସପି ଉନ୍‌ଭେଷ୍ଟର ପଲ୍‌ସ [536, 903, 943, 947]
headline-dsp-line2: ୨୦୨୫–୨୬ ଉନ୍‌ମୋଚିତ [573, 951, 906, 995]
social-handle-text: NCTE_Official [348, 338, 395, 347]
headline-sand-smuggling: ବାଲି ଚୋରା ଚାଲାଣ, କର୍ତ୍ତୃପକ୍ଷ ଦୃଷ୍ଟି ଦେବାକୁ ଦାବି [38, 904, 365, 959]
article-sand-smuggling [17, 898, 386, 1264]
photo-caption: କରଙ୍ଗୀ 'ଏସ୍‌ଆଇ' କାଗଜ ଦେଖାଇ ଅନୁରୋଧ କରୁ ଓଡ଼ିଶୀ ଯୋଡ଼ି ଗାଁଲୋକ ଗୁଡ଼ିକ ଶିବ ଦେବନରେ ଗାଁ ବାଲି ଉଠାଣ ପ୍ରକ୍ରିୟା ଚାଲିଛି । [24, 1154, 379, 1172]
article-body-2: ମାର୍କେଟିଂ ପିଚ ପ୍ରତି ଆଗ୍ରହ ରହିଛି ଏବଂ କରିବାରେ ସହାୟକ ହୋଇଥାଏ । ଏଥିରେ ଶିକ୍ଷାର୍ଥୀମାନେ ବାସ୍ତବ ବ୍ୟବସାୟିକ ଜ୍ଞାନ ଆହରଣ କରିପାରନ୍ତି । ଅଧ୍ୟକ୍ଷ ସୂଚନା ଦେଇଛନ୍ତି ଯେ, ଆଗାମୀ ବର୍ଷ ଏହି ମେଳାକୁ ଆହୁରି ବ୍ୟାପକ କରାଯିବ । ସମାପନୀ ଉତ୍ସବରେ ବିଜେତାମାନଙ୍କୁ ପୁରସ୍କାର ପ୍ରଦାନ କରାଯାଇଥିଲା । [1316, 568, 1501, 652]
poster-hindi-line: राष्ट्रीय अध्यापक शिक्षा परिषद् [343, 177, 392, 182]
row-separator-2 [21, 895, 1517, 896]
page-number: ପୃଷ୍ଠା – ୬ [1442, 38, 1515, 58]
article-body-col4: ଏହି ସର୍ଭେ ଉପରେ ମତ ଦେଇ ଡିଏସପି ମ୍ୟୁଚୁଆଲ ଫଣ୍ଡର ମୁଖ୍ୟ ପରିଚାଳକ କହିଛନ୍ତି ଯେ, ନିବେଶକମାନଙ୍କ ଚିନ୍ତାଧାରାରେ ବଦଳ ଆସିଛି । ସେମାନେ ବର୍ତ୍ତମାନ ଅଧିକ ସଚେତନ ହୋଇ ନିବେଶ କରୁଛନ୍ତି । ଏହି ରିପୋର୍ଟଟି ଆର୍ଥିକ ଯୋଜନାକାରୀ ଓ ନିବେଶକଙ୍କ ପାଇଁ ଉପଯୋଗୀ ହେବ ବୋଲି ଆଶା କରାଯାଉଛି । [918, 1006, 1085, 1105]
row-2 [17, 530, 1521, 895]
meeting-photo [1099, 939, 1501, 1113]
article-grievance-camp [936, 1267, 1492, 1642]
article-body-col1: ମୁମ୍ବାଇ, ୧୧ା୩(ଏଜେନ୍ସି): ଡିଏସପି ମ୍ୟୁଚୁଆଲ ଫଣ୍ଡ, ଭାରତର ସବିଶେଷ ସମ୍ପତ୍ତି ପରିଚାଳନା କମ୍ପାନୀ ଆଜି ଏହାର ପ୍ରମୁଖ ପ୍ରାଥମିକ ଗବେଷଣା ଅଧ୍ୟୟନ ଇନଭେଷ୍ଟର ପଲ୍‌ସ ସର୍ଭେର ଚତୁର୍ଥ ସଂସ୍କରଣ ୨୦୨୫–୨୬ ଉନ୍‌ମୋଚନ କରିଛି । ଏହି ସର୍ଭେରେ ଦେଶର ବିଭିନ୍ନ ସହରର ନିବେଶକଙ୍କ ମନୋଭାବ ଅଧ୍ୟୟନ କରାଯାଇଛି । [394, 1006, 561, 1105]
article-body-col1: ଭୁବନେଶ୍ୱର, ୧୧ା୩(ନିପ୍ର): ଭାରତୀୟ ପ୍ରଯୁକ୍ତି ପ୍ରତିଷ୍ଠାନ (ଆଇଆଇଟି) ଭୁବନେଶ୍ୱରରେ ମାର୍ଚ୍ଚ ୧୩–୧୪ ତାରିଖ ୨୦୨୬ରେ ଜାତୀୟ ଶିକ୍ଷକ ଶିକ୍ଷା ପରିଷଦ 'ଏନସିଟିଇ' ଦ୍ୱାରା ଜାତୀୟ ସମ୍ମିଳନୀ ୨୦୨୬ ଅନୁଷ୍ଠିତ ହେବ । ଜାତୀୟ ଶିକ୍ଷା ନୀତି ୨୦୨୦ର ସମ୍ପୂର୍ଣ୍ଣ ଅଗ୍ରଗତି ଆଲୋଚନା କରିବାକୁ ଦୁଇ ଦିନିଆ ଏହି ସମ୍ମିଳନୀରେ ଦେଶର ବିଭିନ୍ନ ରାଜ୍ୟର ଶିକ୍ଷାବିତ୍ ଓ ଅଧିକାରୀମାନଙ୍କୁ ନିମନ୍ତ୍ରଣ କରାଯାଇଛି । ଏହି ସମ୍ମିଳନୀରେ ଶିକ୍ଷକ ଶିକ୍ଷାର ଗୁଣାତ୍ମକ ମାନ ବୃଦ୍ଧି ଉପରେ ପରାମର୍ଶ ନିଆଯିବ ବୋଲି ଆୟୋଜକମାନେ ସୂଚନା ଦେଇଛନ୍ତି । ଏଥିରେ ବିଭିନ୍ନ ରାଜ୍ୟର ପ୍ରତିନିଧିମାନେ ଯୋଗ ଦେବେ । ଦେଶର ଶିକ୍ଷା ବ୍ୟବସ୍ଥାରେ ଆଗାମୀ ଦିନରେ କିପରି ଉନ୍ନତି ଆସିବ ସେ ନେଇ ବିଶେଷ ଆଲୋଚନା ହେବ ବୋଲି ଜଣାପଡ଼ିଛି । [23, 117, 238, 288]
article-ncte-conclave [17, 66, 760, 527]
article-elderly-help [680, 1267, 935, 1642]
poster-title: NATIONAL CONCLAVE 2026 [284, 143, 451, 160]
